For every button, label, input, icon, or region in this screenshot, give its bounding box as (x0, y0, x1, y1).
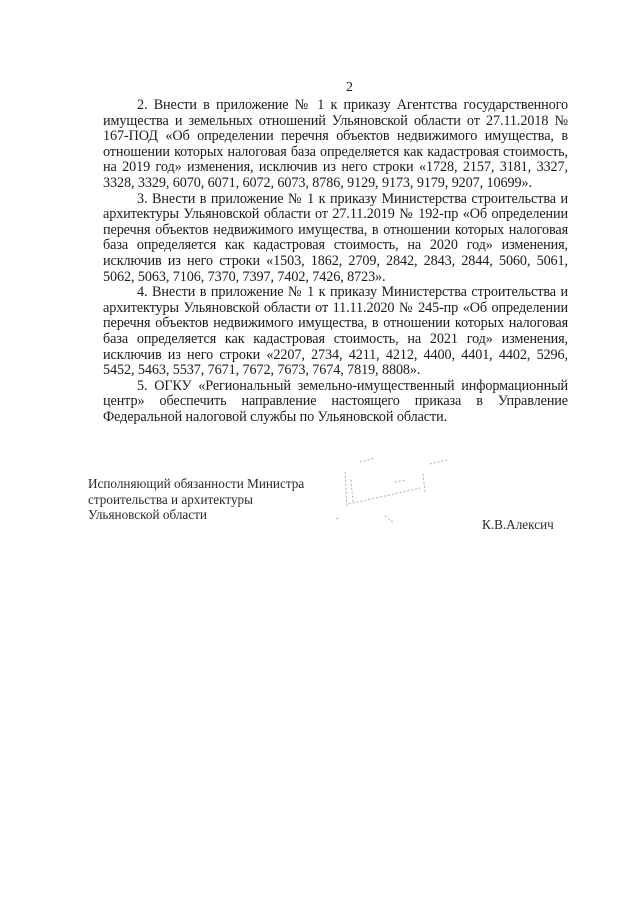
handwritten-signature-icon (335, 452, 485, 532)
signatory-position (88, 476, 304, 523)
page-number: 2 (346, 80, 353, 95)
signatory-position-line: строительства и архитектуры (88, 491, 253, 507)
paragraph-item-4: 4. Внести в приложение № 1 к приказу Министерства строительства и архитектуры Ульяновской области от 11.11.2020 № 245-пр «Об определении перечня объектов недвижимого имущества, в отношении которых налоговая база определяется как кадастровая стоимость, на 2021 год» изменения, исключив из него строки «2207, 2734, 4211, 4212, 4400, 4401, 4402, 5296, 5452, 5463, 5537, 7671, 7672, 7673, 7674, 7819, 8808». (103, 284, 568, 379)
signatory-position-line: Ульяновской области (88, 507, 207, 522)
document-body (103, 98, 568, 425)
paragraph-item-5: 5. ОГКУ «Региональный земельно-имущественный информационный центр» обеспечить направление настоящего приказа в Управление Федеральной налоговой службы по Ульяновской области. (103, 377, 568, 425)
signatory-name: К.В.Алексич (482, 517, 554, 532)
signatory-position-line: Исполняющий обязанности Министра (88, 476, 305, 491)
paragraph-item-3: 3. Внести в приложение № 1 к приказу Министерства строительства и архитектуры Ульяновской области от 27.11.2019 № 192-пр «Об определении перечня объектов недвижимого имущества, в отношении которых налоговая база определяется как кадастровая стоимость, на 2020 год» изменения, исключив из него строки «1503, 1862, 2709, 2842, 2843, 2844, 5060, 5061, 5062, 5063, 7106, 7370, 7397, 7402, 7426, 8723». (103, 190, 568, 285)
paragraph-item-2: 2. Внести в приложение № 1 к приказу Агентства государственного имущества и земельных отношений Ульяновской области от 27.11.2018 № 167-ПОД «Об определении перечня объектов недвижимого имущества, в отношении которых налоговая база определяется как кадастровая стоимость, на 2019 год» изменения, исключив из него строки «1728, 2157, 3181, 3327, 3328, 3329, 6070, 6071, 6072, 6073, 8786, 9129, 9173, 9179, 9207, 10699». (103, 97, 568, 191)
